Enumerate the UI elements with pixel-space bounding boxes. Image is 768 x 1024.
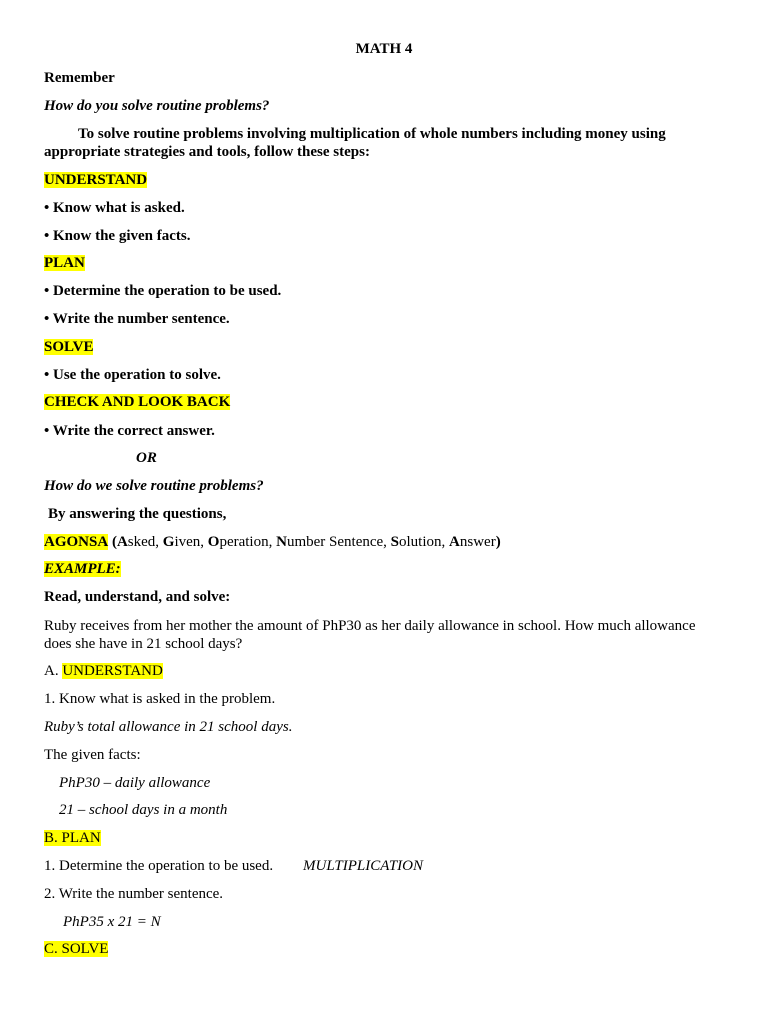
plan-step-1 — [44, 857, 423, 875]
example-heading: EXAMPLE: — [44, 561, 121, 577]
agonsa-o-rest: peration, — [219, 534, 277, 550]
agonsa-answer-rest: nswer — [459, 534, 496, 550]
question-1: How do you solve routine problems? — [44, 98, 270, 114]
agonsa-label: AGONSA — [44, 534, 109, 550]
agonsa-a-letter: A — [116, 534, 128, 550]
problem-statement: Ruby receives from her mother the amount of PhP30 as her daily allowance in school. How much allowance does she have in 21 school days? — [44, 618, 696, 652]
given-facts-label: The given facts: — [44, 747, 141, 763]
plan-step-1-text: 1. Determine the operation to be used. — [44, 858, 274, 874]
plan-bullet-1: • Determine the operation to be used. — [44, 283, 282, 299]
read-instruction: Read, understand, and solve: — [44, 589, 231, 605]
asked-answer: Ruby’s total allowance in 21 school days. — [44, 719, 293, 735]
check-bullet-1: • Write the correct answer. — [44, 423, 215, 439]
step-1-ask: 1. Know what is asked in the problem. — [44, 691, 276, 707]
remember-heading: Remember — [44, 70, 115, 86]
agonsa-g-rest: iven, — [174, 534, 208, 550]
section-c-solve: C. SOLVE — [44, 941, 109, 957]
section-b-plan: B. PLAN — [44, 830, 101, 846]
agonsa-s-letter: S — [390, 534, 400, 550]
number-sentence: PhP35 x 21 = N — [63, 914, 161, 930]
fact-2: 21 – school days in a month — [59, 802, 228, 818]
understand-bullet-2: • Know the given facts. — [44, 228, 191, 244]
or-label: OR — [136, 450, 157, 466]
intro-paragraph: To solve routine problems involving multiplication of whole numbers including money using appropriate strategies and tools, follow these steps: — [44, 126, 666, 160]
agonsa-a-rest: sked, — [127, 534, 163, 550]
section-a-prefix: A. — [44, 663, 63, 679]
agonsa-o-letter: O — [207, 534, 220, 550]
question-2: How do we solve routine problems? — [44, 478, 264, 494]
section-a-understand: UNDERSTAND — [62, 663, 163, 679]
understand-heading: UNDERSTAND — [44, 172, 148, 188]
agonsa-open: ( — [111, 534, 117, 550]
understand-bullet-1: • Know what is asked. — [44, 200, 185, 216]
fact-1: PhP30 – daily allowance — [59, 775, 211, 791]
by-answering-text: By answering the questions, — [48, 506, 227, 522]
solve-heading: SOLVE — [44, 339, 94, 355]
agonsa-n-rest: umber Sentence, — [286, 534, 391, 550]
plan-bullet-2: • Write the number sentence. — [44, 311, 230, 327]
agonsa-line — [44, 533, 501, 551]
solve-bullet-1: • Use the operation to solve. — [44, 367, 221, 383]
plan-step-1-answer: MULTIPLICATION — [303, 858, 423, 874]
agonsa-answer-letter: A — [449, 534, 460, 550]
check-heading: CHECK AND LOOK BACK — [44, 394, 231, 410]
agonsa-g-letter: G — [162, 534, 175, 550]
page-title: MATH 4 — [355, 41, 413, 57]
agonsa-s-rest: olution, — [399, 534, 450, 550]
agonsa-close: ) — [495, 534, 501, 550]
agonsa-n-letter: N — [276, 534, 287, 550]
plan-heading: PLAN — [44, 255, 85, 271]
plan-step-2: 2. Write the number sentence. — [44, 886, 224, 902]
